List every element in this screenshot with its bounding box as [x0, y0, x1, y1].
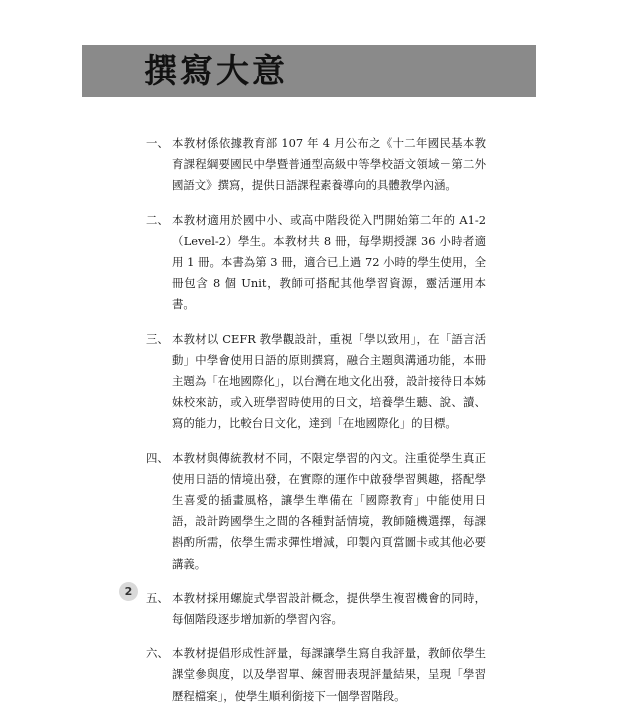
page-title: 撰寫大意	[144, 51, 288, 90]
item-text: 本教材提倡形成性評量，每課讓學生寫自我評量，教師依學生課堂參與度，以及學習單、練習冊表現評量結果，呈現「學習歷程檔案」，使學生順利銜接下一個學習階段。	[172, 646, 486, 703]
title-banner	[82, 45, 536, 97]
item-number: 四、	[146, 450, 169, 465]
item-number: 三、	[146, 331, 169, 346]
item-number: 二、	[146, 212, 169, 227]
list-item	[146, 210, 486, 316]
item-number: 一、	[146, 136, 169, 150]
item-text: 本教材適用於國中小、或高中階段從入門開始第二年的 A1-2（Level-2）學生。本教材共 8 冊，每學期授課 36 小時者適用 1 冊。本書為第 3 冊，適合已上過 72 小時的學生使用，全冊包含 8 個 Unit，教師可搭配其他學習資源，靈活運用本書。	[172, 212, 486, 312]
item-text: 本教材以 CEFR 教學觀設計，重視「學以致用」，在「語言活動」中學會使用日語的原則撰寫，融合主題與溝通功能，本冊主題為「在地國際化」，以台灣在地文化出發，設計接待日本姊妹校來訪，或入班學習時使用的日文，培養學生聽、說、讀、寫的能力，比較台日文化，達到「在地國際化」的目標。	[172, 331, 486, 431]
list-item	[146, 643, 486, 707]
item-number: 六、	[146, 646, 169, 661]
item-text: 本教材採用螺旋式學習設計概念，提供學生複習機會的同時，每個階段逐步增加新的學習內容。	[172, 590, 486, 627]
item-number: 五、	[146, 590, 169, 605]
item-text: 本教材與傳統教材不同，不限定學習的內文。注重從學生真正使用日語的情境出發，在實際的運作中啟發學習興趣，搭配學生喜愛的插畫風格，讓學生準備在「國際教育」中能使用日語，設計跨國學生之間的各種對話情境，教師隨機選擇，每課斟酌所需，依學生需求彈性增減，印製內頁當圖卡或其他必要講義。	[172, 450, 486, 571]
list-item	[146, 588, 486, 630]
list-item	[146, 448, 486, 575]
guideline-list	[146, 133, 486, 720]
list-item	[146, 329, 486, 435]
list-item	[146, 133, 486, 197]
page-number-badge: 2	[119, 582, 138, 601]
item-text: 本教材係依據教育部 107 年 4 月公布之《十二年國民基本教育課程綱要國民中學暨普通型高級中等學校語文領域－第二外國語文》撰寫，提供日語課程素養導向的具體教學內涵。	[172, 136, 486, 193]
